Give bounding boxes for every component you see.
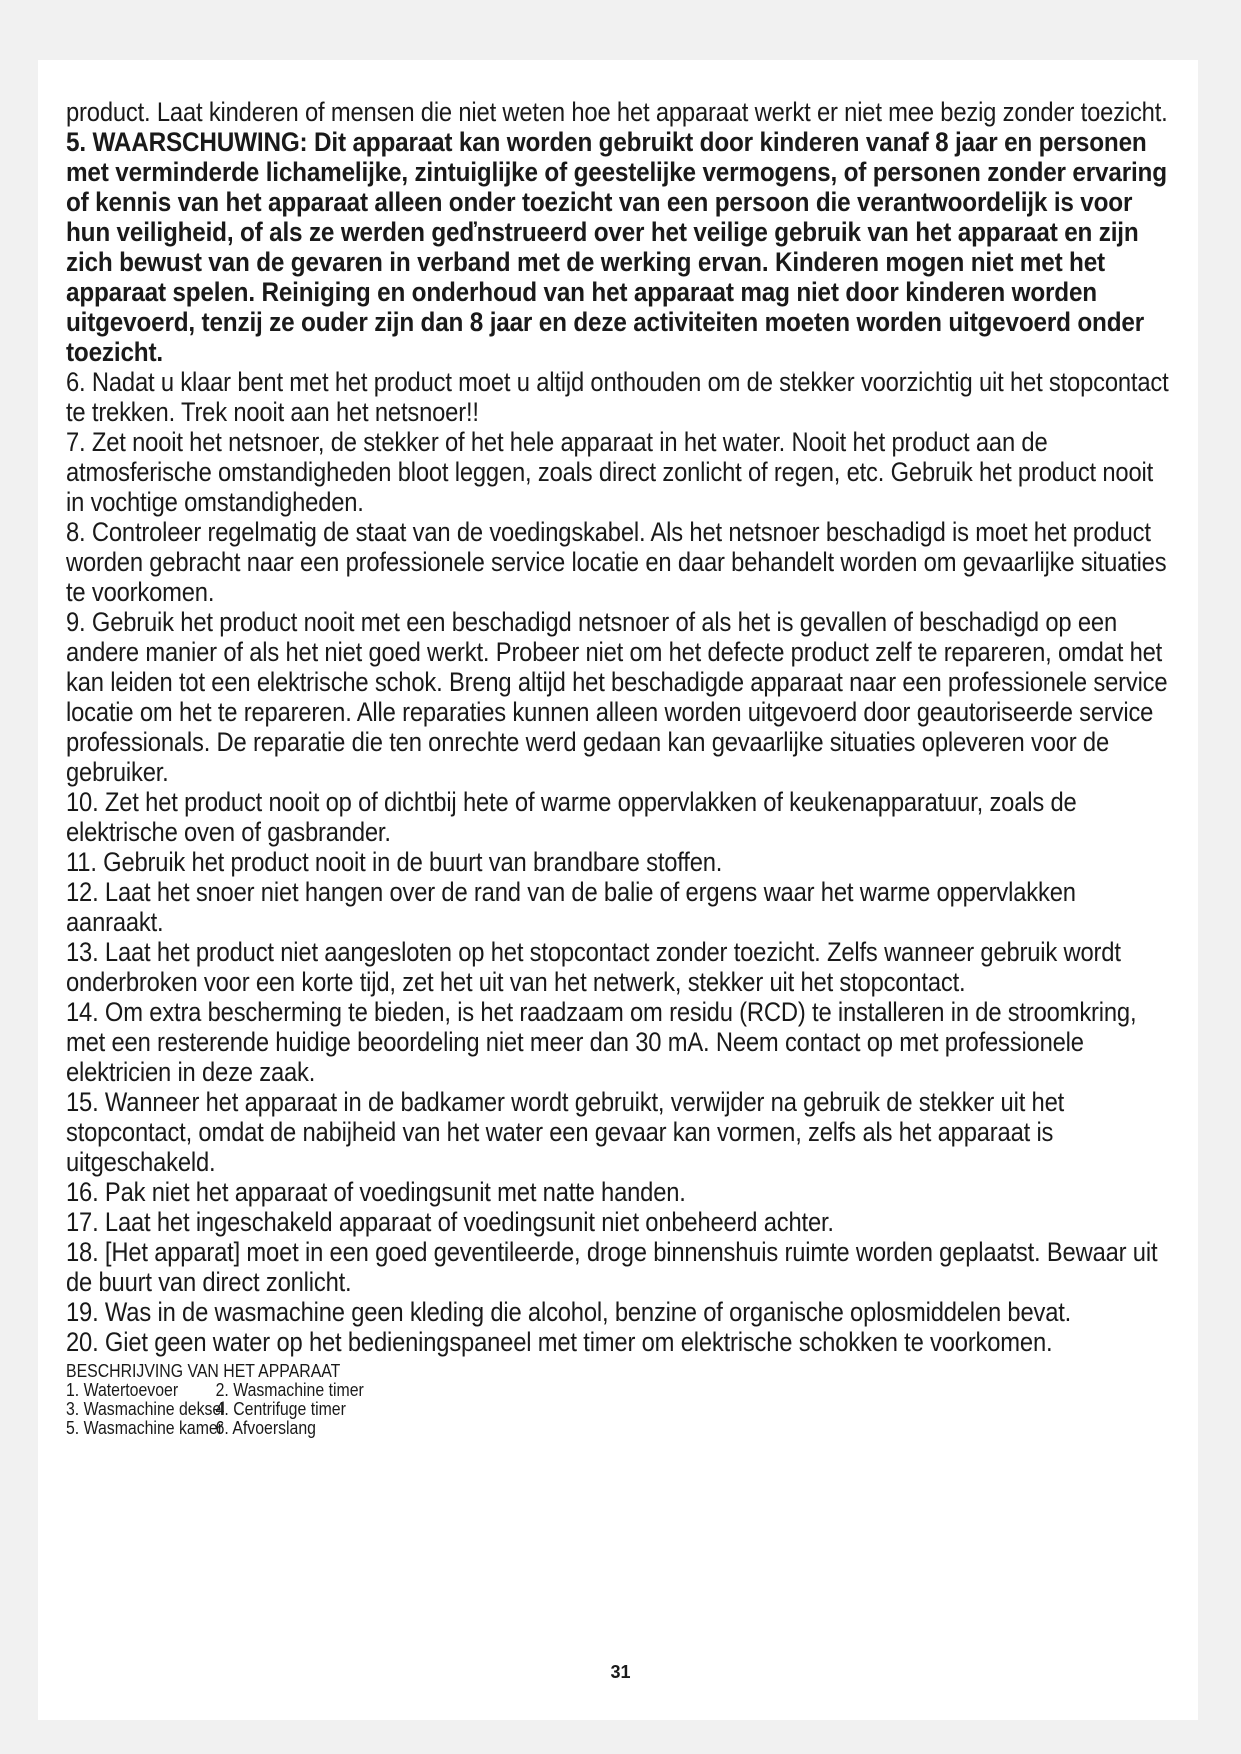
part-label: 2. Wasmachine timer <box>215 1380 364 1400</box>
part-label: 4. Centrifuge timer <box>215 1399 346 1419</box>
part-label: 6. Afvoerslang <box>215 1418 316 1438</box>
safety-item: 17. Laat het ingeschakeld apparaat of voedingsunit niet onbeheerd achter. <box>66 1207 834 1237</box>
page-number: 31 <box>610 1662 631 1682</box>
document-body <box>66 97 1176 1438</box>
safety-item: 18. [Het apparat] moet in een goed geventileerde, droge binnenshuis ruimte worden geplaatst. Bewaar uit de buurt van direct zonlicht. <box>66 1237 1158 1297</box>
description-row <box>66 1400 682 1419</box>
intro-paragraph: product. Laat kinderen of mensen die niet weten hoe het apparaat werkt er niet mee bezig zonder toezicht. <box>66 97 1168 127</box>
safety-item: 13. Laat het product niet aangesloten op het stopcontact zonder toezicht. Zelfs wanneer gebruik wordt onderbroken voor een korte tijd, zet het uit van het netwerk, stekker uit het stopcontact. <box>66 937 1121 997</box>
safety-item: 6. Nadat u klaar bent met het product moet u altijd onthouden om de stekker voorzichtig uit het stopcontact te trekken. Trek nooit aan het netsnoer!! <box>66 367 1169 427</box>
safety-item: 16. Pak niet het apparaat of voedingsunit met natte handen. <box>66 1177 686 1207</box>
safety-item: 7. Zet nooit het netsnoer, de stekker of het hele apparaat in het water. Nooit het product aan de atmosferische omstandigheden bloot leggen, zoals direct zonlicht of regen, etc. Gebruik het product nooit in vochtige omstandigheden. <box>66 427 1154 517</box>
safety-item: 19. Was in de wasmachine geen kleding die alcohol, benzine of organische oplosmiddelen bevat. <box>66 1297 1072 1327</box>
safety-item: 20. Giet geen water op het bedieningspaneel met timer om elektrische schokken te voorkomen. <box>66 1327 1053 1357</box>
part-label: 1. Watertoevoer <box>66 1380 179 1400</box>
warning-paragraph: 5. WAARSCHUWING: Dit apparaat kan worden gebruikt door kinderen vanaf 8 jaar en personen met verminderde lichamelijke, zintuiglijke of geestelijke vermogens, of personen zonder ervaring of kennis van het apparaat alleen onder toezicht van een persoon die verantwoordelijk is voor hun veiligheid, of als ze werden geďnstrueerd over het veilige gebruik van het apparaat en zijn zich bewust van de gevaren in verband met de werking ervan. Kinderen mogen niet met het apparaat spelen. Reiniging en onderhoud van het apparaat mag niet door kinderen worden uitgevoerd, tenzij ze ouder zijn dan 8 jaar en deze activiteiten moeten worden uitgevoerd onder toezicht. <box>66 127 1167 367</box>
description-row <box>66 1381 682 1400</box>
safety-item: 11. Gebruik het product nooit in de buurt van brandbare stoffen. <box>66 847 723 877</box>
safety-item: 15. Wanneer het apparaat in de badkamer wordt gebruikt, verwijder na gebruik de stekker uit het stopcontact, omdat de nabijheid van het water een gevaar kan vormen, zelfs als het apparaat is uitgeschakeld. <box>66 1087 1065 1177</box>
part-label: 3. Wasmachine deksel <box>66 1399 225 1419</box>
description-row <box>66 1419 682 1438</box>
safety-item: 8. Controleer regelmatig de staat van de voedingskabel. Als het netsnoer beschadigd is moet het product worden gebracht naar een professionele service locatie en daar behandelt worden om gevaarlijke situaties te voorkomen. <box>66 517 1167 607</box>
safety-item: 9. Gebruik het product nooit met een beschadigd netsnoer of als het is gevallen of beschadigd op een andere manier of als het niet goed werkt. Probeer niet om het defecte product zelf te repareren, omdat het kan leiden tot een elektrische schok. Breng altijd het beschadigde apparaat naar een professionele service locatie om het te repareren. Alle reparaties kunnen alleen worden uitgevoerd door geautoriseerde service professionals. De reparatie die ten onrechte werd gedaan kan gevaarlijke situaties opleveren voor de gebruiker. <box>66 607 1168 787</box>
part-label: 5. Wasmachine kamer <box>66 1418 223 1438</box>
description-title: BESCHRIJVING VAN HET APPARAAT <box>66 1361 341 1381</box>
safety-item: 12. Laat het snoer niet hangen over de rand van de balie of ergens waar het warme oppervlakken aanraakt. <box>66 877 1076 937</box>
safety-item: 10. Zet het product nooit op of dichtbij hete of warme oppervlakken of keukenapparatuur, zoals de elektrische oven of gasbrander. <box>66 787 1077 847</box>
safety-item: 14. Om extra bescherming te bieden, is het raadzaam om residu (RCD) te installeren in de stroomkring, met een resterende huidige beoordeling niet meer dan 30 mA. Neem contact op met professionele elektricien in deze zaak. <box>66 997 1137 1087</box>
